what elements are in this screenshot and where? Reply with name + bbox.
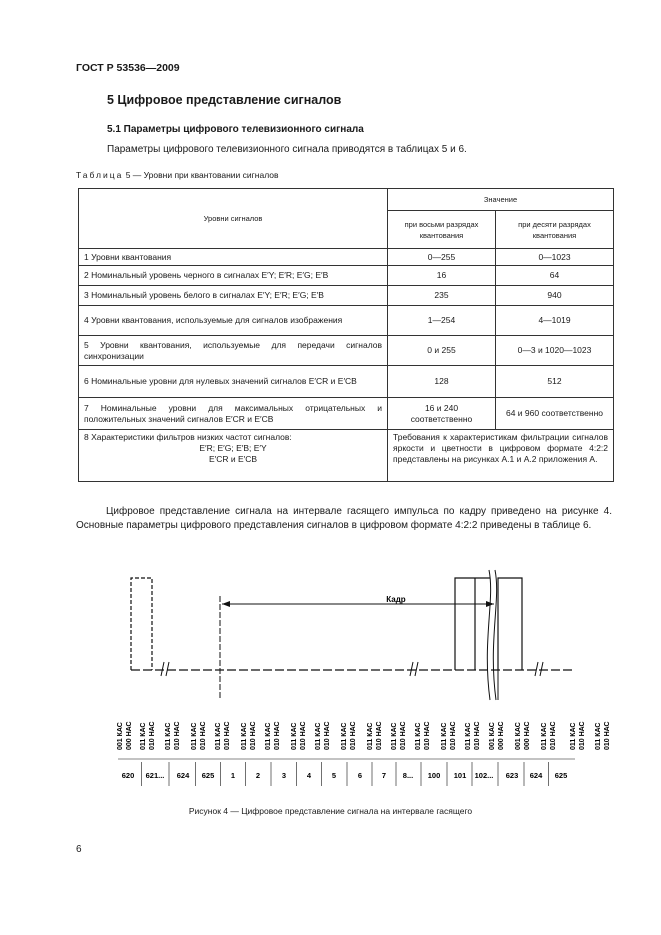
code-label: 011 КАС [265,722,272,750]
code-labels [117,721,611,750]
code-label: 000 НАС [524,721,531,750]
line-number: 621... [145,771,165,780]
body-paragraph: Цифровое представление сигнала на интервале гасящего импульса по кадру приведено на рисунке 4. Основные параметры цифрового представления сигналов в цифровом формате 4:2:2 приведены в таблице 6. [76,506,612,531]
line-number: 101 [453,771,467,780]
header-10bit: при десяти разрядах квантования [496,211,614,249]
row-value-10bit: 0—1023 [496,249,614,266]
figure-caption: Рисунок 4 — Цифровое представление сигнала на интервале гасящего [188,806,473,816]
code-label: 010 НАС [324,721,331,750]
table-row [79,336,614,366]
table-row [79,306,614,336]
document-header: ГОСТ Р 53536—2009 [76,62,180,74]
section-title: 5 Цифровое представление сигналов [107,93,342,107]
line-number: 625 [554,771,568,780]
row-value-8bit: 0—255 [388,249,496,266]
line-number: 6 [357,771,363,780]
row-value-8bit: 0 и 255 [388,336,496,366]
table-caption-text: 5 — Уровни при квантовании сигналов [125,170,279,180]
row-label: 1 Уровни квантования [79,249,388,266]
table-caption [76,170,279,180]
header-value: Значение [388,189,614,211]
break-mark [535,662,543,676]
code-label: 010 НАС [250,721,257,750]
table-row [79,286,614,306]
quantization-levels-table [78,188,614,482]
code-label: 000 НАС [498,721,505,750]
line-number: 2 [255,771,261,780]
row8-value: Требования к характеристикам фильтрации сигналов яркости и цветности в цифровом формате 4:2:2 представлены на рисунках А.1 и А.2 приложения А. [388,430,614,482]
header-8bit: при восьми разрядах квантования [388,211,496,249]
code-label: 011 КАС [341,722,348,750]
code-label: 010 НАС [376,721,383,750]
code-label: 011 КАС [570,722,577,750]
line-number: 624 [529,771,543,780]
row-value-8bit: 16 [388,266,496,286]
code-label: 011 КАС [391,722,398,750]
code-label: 010 НАС [450,721,457,750]
table-row [79,249,614,266]
code-label: 011 КАС [291,722,298,750]
table-row [79,398,614,430]
table-caption-prefix: Таблица [76,170,124,180]
row-label: 4 Уровни квантования, используемые для сигналов изображения [79,306,388,336]
line-numbers [122,762,568,786]
row-value-10bit: 4—1019 [496,306,614,336]
page-number: 6 [76,844,82,855]
code-label: 010 НАС [474,721,481,750]
wave-break [487,570,496,700]
code-label: 011 КАС [140,722,147,750]
equalizing-pulse [498,578,522,670]
code-label: 011 КАС [191,722,198,750]
header-signal-levels: Уровни сигналов [79,189,388,249]
code-label: 011 КАС [315,722,322,750]
row8-signals-rgb: E′R; E′G; E′B; E′Y [199,443,267,453]
row8-title: 8 Характеристики фильтров низких частот сигналов: [84,432,292,442]
line-number: 102... [474,771,494,780]
row-value-8bit: 16 и 240 соответственно [388,398,496,430]
code-label: 010 НАС [424,721,431,750]
row-value-8bit: 128 [388,366,496,398]
code-label: 011 КАС [415,722,422,750]
row8-signals-chroma: E′CR и E′CB [208,454,258,464]
frame-label: Кадр [386,595,406,604]
row-label: 7 Номинальные уровни для максимальных отрицательных и положительных значений сигналов E′CR и E′CB [79,398,388,430]
line-number: 620 [121,771,135,780]
blanking-interval-diagram [0,560,661,790]
code-label: 000 НАС [126,721,133,750]
code-label: 010 НАС [350,721,357,750]
code-label: 011 КАС [441,722,448,750]
line-number: 4 [306,771,312,780]
row-label [79,430,388,482]
row-label: 5 Уровни квантования, используемые для передачи сигналов синхронизации [79,336,388,366]
row-value-10bit: 64 и 960 соответственно [496,398,614,430]
line-number: 624 [176,771,190,780]
row-label: 3 Номинальный уровень белого в сигналах E′Y; E′R; E′G; E′B [79,286,388,306]
row-label: 2 Номинальный уровень черного в сигналах E′Y; E′R; E′G; E′B [79,266,388,286]
row-value-8bit: 1—254 [388,306,496,336]
row-value-8bit: 235 [388,286,496,306]
code-label: 010 НАС [604,721,611,750]
line-number: 100 [427,771,441,780]
row-value-10bit: 0—3 и 1020—1023 [496,336,614,366]
code-label: 010 НАС [274,721,281,750]
code-label: 010 НАС [174,721,181,750]
table-row [79,366,614,398]
line-number: 5 [331,771,337,780]
code-label: 001 КАС [489,722,496,750]
line-number: 7 [381,771,387,780]
code-label: 011 КАС [465,722,472,750]
code-label: 010 НАС [579,721,586,750]
intro-paragraph: Параметры цифрового телевизионного сигнала приводятся в таблицах 5 и 6. [107,144,467,155]
code-label: 010 НАС [149,721,156,750]
line-number: 8... [402,771,414,780]
line-number: 625 [201,771,215,780]
arrow-head-left [222,601,230,607]
line-number: 1 [230,771,236,780]
code-label: 011 КАС [541,722,548,750]
code-label: 011 КАС [215,722,222,750]
code-label: 010 НАС [550,721,557,750]
code-label: 001 КАС [515,722,522,750]
line-number: 3 [281,771,287,780]
code-label: 011 КАС [165,722,172,750]
code-label: 010 НАС [400,721,407,750]
code-label: 010 НАС [300,721,307,750]
table-row [79,266,614,286]
code-label: 010 НАС [224,721,231,750]
line-number: 623 [505,771,519,780]
break-mark [161,662,169,676]
subsection-title: 5.1 Параметры цифрового телевизионного сигнала [107,124,364,135]
equalizing-pulse [455,578,490,670]
row-value-10bit: 940 [496,286,614,306]
row-value-10bit: 512 [496,366,614,398]
break-mark [410,662,418,676]
code-label: 001 КАС [117,722,124,750]
table-row [79,430,614,482]
code-label: 011 КАС [367,722,374,750]
code-label: 011 КАС [595,722,602,750]
code-label: 010 НАС [200,721,207,750]
code-label: 011 КАС [241,722,248,750]
sync-pulse-left [131,578,152,670]
row-label: 6 Номинальные уровни для нулевых значений сигналов E′CR и E′CB [79,366,388,398]
row-value-10bit: 64 [496,266,614,286]
